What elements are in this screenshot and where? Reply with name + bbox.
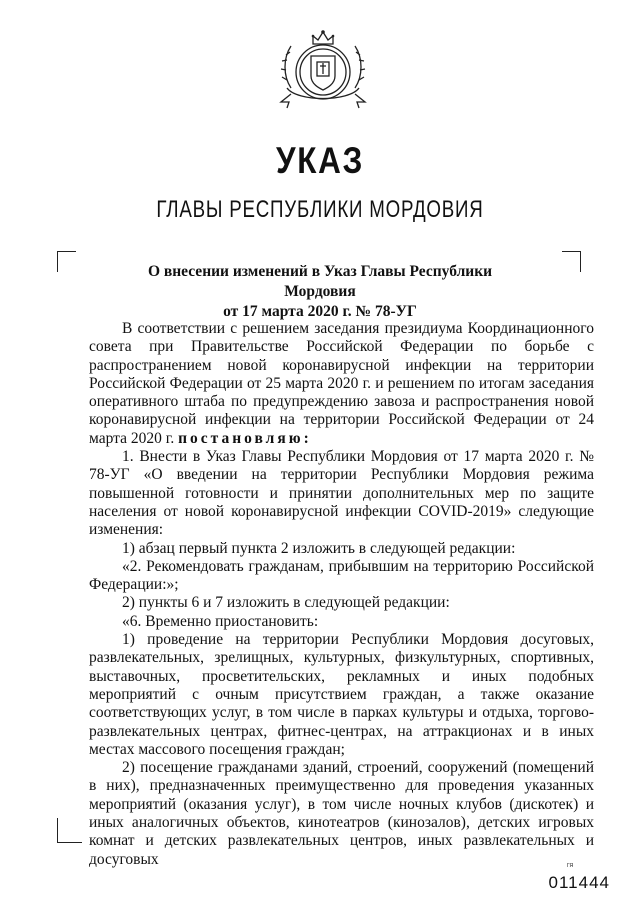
coat-of-arms-icon xyxy=(277,22,369,120)
heading-line: О внесении изменений в Указ Главы Республики Мордовия xyxy=(147,263,493,300)
preamble-paragraph xyxy=(89,320,594,448)
margin-corner-mark xyxy=(562,251,581,272)
body-paragraph: «2. Рекомендовать гражданам, прибывшим на территорию Российской Федерации:»; xyxy=(89,557,594,594)
body-paragraph: 1) абзац первый пункта 2 изложить в следующей редакции: xyxy=(122,539,516,557)
serial-number: 011444 xyxy=(548,873,610,892)
heading-line: от 17 марта 2020 г. № 78-УГ xyxy=(223,303,417,320)
issuer-subtitle: ГЛАВЫ РЕСПУБЛИКИ МОРДОВИЯ xyxy=(156,196,484,223)
body-paragraph: 1) проведение на территории Республики Мордовия досуговых, развлекательных, зрелищных, культурных, физкультурных, спортивных, выставочных, просветительских, рекламных и иных подобных мероприятий с очным присутствием граждан, а также оказание соответствующих услуг, в том числе в парках культуры и отдыха, торгово-развлекательных центрах, фитнес-центрах, на аттракционах и в иных местах массового посещения граждан; xyxy=(89,631,594,758)
body-paragraph: «6. Временно приостановить: xyxy=(122,612,319,630)
margin-corner-mark xyxy=(57,251,76,272)
body-paragraph: 1. Внести в Указ Главы Республики Мордовия от 17 марта 2020 г. № 78-УГ «О введении на территории Республики Мордовия режима повышенной готовности и принятии дополнительных мер по защите населения от новой коронавирусной инфекции COVID-2019» следующие изменения: xyxy=(89,448,594,539)
body-paragraph: 2) посещение гражданами зданий, строений, сооружений (помещений в них), предназначенных преимущественно для проведения указанных мероприятий (оказания услуг), в том числе ночных клубов (дискотек) и иных аналогичных объектов, кинотеатров (кинозалов), детских игровых комнат и детских развлекательных центров, иных развлекательных и досуговых xyxy=(89,759,594,868)
serial-mark: ГЯ xyxy=(567,863,574,869)
decree-body xyxy=(89,320,594,869)
margin-corner-mark xyxy=(57,818,82,843)
resolution-keyword: постановляю: xyxy=(178,429,312,447)
preamble-text: В соответствии с решением заседания президиума Координационного совета при Правительстве Российской Федерации по борьбе с распространением новой коронавирусной инфекции на территории Российской Федерации от 25 марта 2020 г. и решением по итогам заседания оперативного штаба по предупреждению завоза и распространения новой коронавирусной инфекции на территории Российской Федерации от 24 марта 2020 г. xyxy=(89,320,594,447)
decree-heading xyxy=(120,262,520,322)
body-paragraph: 2) пункты 6 и 7 изложить в следующей редакции: xyxy=(122,594,450,612)
document-type-title: УКАЗ xyxy=(276,140,364,181)
